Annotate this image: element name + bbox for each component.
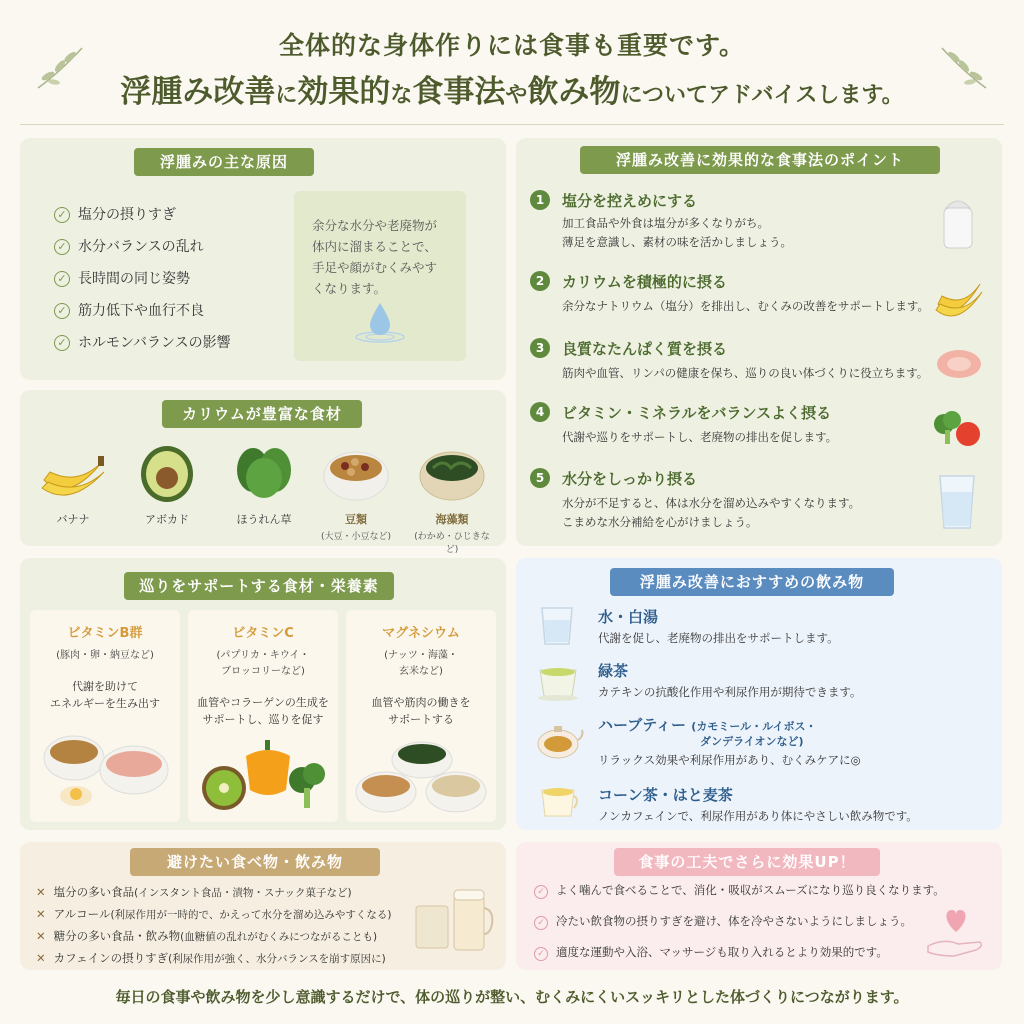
food-label: 豆類 — [345, 513, 367, 526]
food-sublabel: (わかめ・ひじきなど) — [414, 532, 490, 555]
point-title: ビタミン・ミネラルをバランスよく摂る — [562, 404, 832, 422]
natto-pork-egg-icon — [36, 722, 174, 812]
leaf-branch-icon — [934, 42, 994, 92]
header-l2-part: に — [275, 83, 298, 108]
cause-item — [54, 236, 204, 256]
potassium-panel — [20, 390, 506, 555]
points-title: 浮腫み改善に効果的な食事法のポイント — [580, 146, 940, 174]
point-desc — [562, 494, 860, 532]
nutrient-foods — [188, 648, 338, 680]
header-divider — [20, 124, 1004, 125]
cause-text: ホルモンバランスの影響 — [78, 335, 231, 351]
avoid-panel — [20, 842, 506, 970]
corn-tea-cup-icon — [538, 782, 580, 822]
check-icon: ✓ — [54, 271, 70, 287]
nuts-seaweed-rice-icon — [352, 732, 490, 816]
water-glass-icon — [538, 604, 576, 648]
avoid-item — [36, 884, 352, 900]
food-spinach — [226, 442, 302, 527]
cause-text: 筋力低下や血行不良 — [78, 303, 204, 319]
point-title: カリウムを積極的に摂る — [562, 273, 727, 291]
header-l2-part: 飲み物 — [527, 74, 621, 110]
avoid-title: 避けたい食べ物・飲み物 — [130, 848, 380, 876]
avoid-sub: (利尿作用が一時的で、かえって水分を溜め込みやすくなる) — [110, 909, 392, 921]
avoid-main: カフェインの摂りすぎ — [53, 951, 169, 965]
avoid-sub: (インスタント食品・漬物・スナック菓子など) — [134, 887, 352, 899]
nutrient-desc — [30, 678, 180, 712]
nutrient-desc — [346, 694, 496, 728]
cause-item — [54, 332, 231, 352]
nutrient-title: ビタミンB群 — [67, 626, 143, 641]
drink-title-main: ハーブティー — [598, 716, 687, 734]
cause-text: 水分バランスの乱れ — [78, 239, 204, 255]
cause-item — [54, 300, 204, 320]
point-number: 5 — [530, 468, 550, 488]
drink-title: 緑茶 — [598, 662, 629, 680]
footer-message: 毎日の食事や飲み物を少し意識するだけで、体の巡りが整い、むくみにくいスッキリとした体づくりにつながります。 — [115, 988, 909, 1006]
point-desc-line: 加工食品や外食は塩分が多くなりがち。 — [562, 216, 769, 230]
causes-note — [294, 191, 466, 361]
nutrient-desc — [188, 694, 338, 728]
water-glass-icon — [934, 470, 980, 532]
green-tea-cup-icon — [536, 662, 580, 702]
drink-desc: カテキンの抗酸化作用や利尿作用が期待できます。 — [598, 685, 862, 699]
check-icon: ✓ — [54, 207, 70, 223]
tip-text: よく噛んで食べることで、消化・吸収がスムーズになり巡り良くなります。 — [556, 883, 945, 897]
nutrient-desc-line: エネルギーを生み出す — [50, 697, 160, 710]
nutrient-desc-line: サポートし、巡りを促す — [202, 713, 324, 726]
drink-title-sub2: ダンデライオンなど) — [700, 735, 804, 748]
header-line1: 全体的な身体作りには食事も重要です。 — [278, 31, 745, 60]
circulation-title: 巡りをサポートする食材・栄養素 — [124, 572, 394, 600]
header — [0, 0, 1024, 124]
point-desc: 筋肉や血管、リンパの健康を保ち、巡りの良い体づくりに役立ちます。 — [562, 366, 929, 380]
food-seaweed — [410, 442, 494, 555]
x-icon: ✕ — [36, 951, 46, 965]
header-l2-part: や — [505, 83, 528, 108]
food-label: バナナ — [56, 513, 90, 526]
header-l2-part: についてアドバイスします。 — [620, 83, 904, 108]
header-l2-part: な — [390, 83, 413, 108]
nutrient-foods-line: 玄米など) — [399, 666, 443, 677]
drink-desc: 代謝を促し、老廃物の排出をサポートします。 — [598, 631, 839, 645]
point-desc-line: こまめな水分補給を心がけましょう。 — [562, 515, 758, 529]
food-beans — [316, 442, 396, 542]
avoid-item — [36, 928, 377, 944]
beans-bowl-icon — [321, 442, 391, 504]
nutrient-foods: (豚肉・卵・納豆など) — [56, 650, 154, 661]
drink-title — [598, 714, 817, 735]
circulation-panel — [20, 558, 506, 830]
nutrient-desc-line: サポートする — [388, 713, 454, 726]
water-drop-icon — [350, 297, 410, 345]
causes-note-text: 余分な水分や老廃物が体内に溜まることで、手足や顔がむくみやすくなります。 — [312, 218, 438, 296]
drink-desc: リラックス効果や利尿作用があり、むくみケアに◎ — [598, 753, 861, 767]
nutrient-foods — [346, 648, 496, 680]
cause-item — [54, 204, 176, 224]
food-banana — [38, 442, 108, 527]
header-line2 — [0, 66, 1024, 111]
nutrient-foods-line: ブロッコリーなど) — [221, 666, 305, 677]
causes-title: 浮腫みの主な原因 — [134, 148, 314, 176]
cause-text: 長時間の同じ姿勢 — [78, 271, 190, 287]
drinks-title: 浮腫み改善におすすめの飲み物 — [610, 568, 894, 596]
point-number: 2 — [530, 271, 550, 291]
drink-desc: ノンカフェインで、利尿作用があり体にやさしい飲み物です。 — [598, 809, 918, 823]
herbal-tea-pot-icon — [534, 716, 584, 762]
tips-panel — [516, 842, 1002, 970]
banana-icon — [934, 274, 984, 320]
points-panel — [516, 138, 1002, 546]
point-desc: 代謝や巡りをサポートし、老廃物の排出を促します。 — [562, 430, 838, 444]
cause-item — [54, 268, 190, 288]
nutrient-desc-line: 血管や筋肉の働きを — [371, 696, 471, 709]
tips-title: 食事の工夫でさらに効果UP！ — [614, 848, 880, 876]
point-desc — [562, 214, 792, 252]
check-icon: ✓ — [534, 916, 548, 930]
nutrient-desc-line: 代謝を助けて — [72, 680, 138, 693]
tip-text: 適度な運動や入浴、マッサージも取り入れるとより効果的です。 — [556, 945, 888, 959]
food-label: アボカド — [145, 513, 189, 526]
avoid-item — [36, 906, 391, 922]
cause-text: 塩分の摂りすぎ — [78, 207, 176, 223]
avoid-main: 塩分の多い食品 — [53, 885, 135, 899]
header-l2-part: 効果的 — [297, 74, 391, 110]
point-desc-line: 薄足を意識し、素材の味を活かしましょう。 — [562, 235, 792, 249]
tip-text: 冷たい飲食物の摂りすぎを避け、体を冷やさないようにしましょう。 — [556, 914, 913, 928]
nutrient-foods-line: (ナッツ・海藻・ — [384, 650, 458, 661]
avoid-sub: (血糖値の乱れがむくみにつながることも) — [180, 931, 378, 943]
avoid-main: アルコール — [53, 907, 111, 921]
avocado-icon — [132, 442, 202, 504]
tip-item — [534, 944, 888, 961]
x-icon: ✕ — [36, 929, 46, 943]
tip-item — [534, 882, 945, 899]
drink-title: コーン茶・はと麦茶 — [598, 786, 733, 804]
avoid-main: 糖分の多い食品・飲み物 — [53, 929, 181, 943]
nutrient-card-mg — [346, 610, 496, 822]
banana-icon — [38, 442, 108, 504]
leaf-branch-icon — [30, 42, 90, 92]
drink-title: 水・白湯 — [598, 608, 659, 626]
food-label: ほうれん草 — [236, 513, 292, 526]
junk-food-beer-icon — [412, 878, 496, 962]
nutrient-title: ビタミンC — [232, 626, 294, 641]
check-icon: ✓ — [54, 239, 70, 255]
salt-shaker-icon — [934, 190, 982, 252]
header-l2-part: 食事法 — [412, 74, 506, 110]
heart-hand-icon — [924, 902, 986, 960]
x-icon: ✕ — [36, 885, 46, 899]
nutrient-desc-line: 血管やコラーゲンの生成を — [197, 696, 329, 709]
point-title: 良質なたんぱく質を摂る — [562, 340, 728, 358]
drinks-panel — [516, 558, 1002, 830]
point-number: 1 — [530, 190, 550, 210]
seaweed-bowl-icon — [417, 442, 487, 504]
point-title: 水分をしっかり摂る — [562, 470, 698, 488]
meat-icon — [934, 344, 984, 382]
avoid-item — [36, 950, 386, 966]
tip-item — [534, 913, 912, 930]
check-icon: ✓ — [534, 885, 548, 899]
nutrient-card-b — [30, 610, 180, 822]
nutrient-card-c — [188, 610, 338, 822]
food-label: 海藻類 — [435, 513, 469, 526]
avoid-sub: (利尿作用が強く、水分バランスを崩す原因に) — [168, 953, 386, 965]
drink-title-sub: (カモミール・ルイボス・ — [691, 720, 817, 733]
paprika-kiwi-broccoli-icon — [194, 734, 332, 816]
point-number: 4 — [530, 402, 550, 422]
header-l2-part: 浮腫み改善 — [120, 74, 276, 110]
x-icon: ✕ — [36, 907, 46, 921]
spinach-icon — [229, 442, 299, 504]
nutrient-title: マグネシウム — [382, 626, 460, 641]
point-desc: 余分なナトリウム（塩分）を排出し、むくみの改善をサポートします。 — [562, 299, 929, 313]
point-desc-line: 水分が不足すると、体は水分を溜め込みやすくなります。 — [562, 496, 861, 510]
point-title: 塩分を控えめにする — [562, 192, 698, 210]
check-icon: ✓ — [534, 947, 548, 961]
check-icon: ✓ — [54, 303, 70, 319]
potassium-title: カリウムが豊富な食材 — [162, 400, 362, 428]
food-avocado — [132, 442, 202, 527]
nutrient-foods-line: (パプリカ・キウイ・ — [216, 650, 310, 661]
check-icon: ✓ — [54, 335, 70, 351]
food-sublabel: (大豆・小豆など) — [320, 532, 392, 542]
broccoli-tomato-icon — [930, 408, 984, 450]
point-number: 3 — [530, 338, 550, 358]
